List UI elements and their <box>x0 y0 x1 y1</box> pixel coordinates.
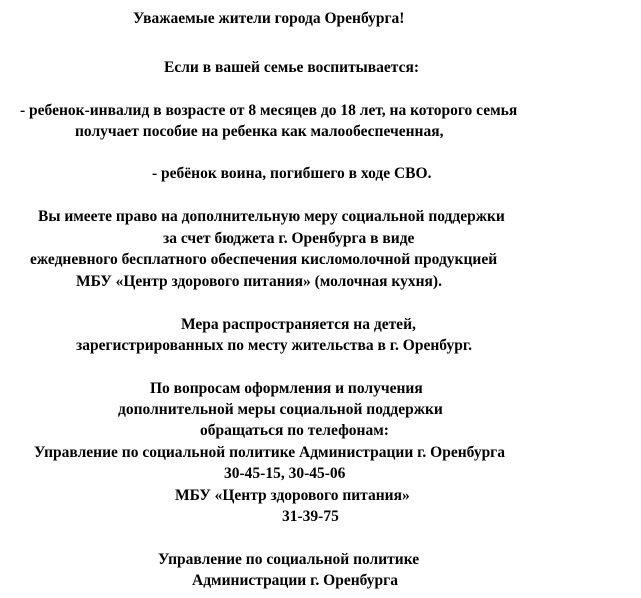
scope-text-line-2: зарегистрированных по месту жительства в г. Оренбург. <box>76 337 472 354</box>
item-disabled-child-line-2: получает пособие на ребенка как малообеспеченная, <box>75 123 444 140</box>
center-phone: 31-39-75 <box>282 508 339 525</box>
right-text-line-2: за счет бюджета г. Оренбурга в виде <box>163 230 415 247</box>
greeting-heading: Уважаемые жители города Оренбурга! <box>133 10 405 27</box>
contact-text-line-2: дополнительной меры социальной поддержки <box>118 401 443 418</box>
dept-phones: 30-45-15, 30-45-06 <box>224 465 346 482</box>
right-text-line-1: Вы имеете право на дополнительную меру социальной поддержки <box>38 208 505 225</box>
item-disabled-child-line-1: - ребенок-инвалид в возрасте от 8 месяцев до 18 лет, на которого семья <box>20 102 518 119</box>
right-text-line-4: МБУ «Центр здорового питания» (молочная кухня). <box>76 273 442 290</box>
contact-text-line-1: По вопросам оформления и получения <box>150 380 423 397</box>
item-svo-child: - ребёнок воина, погибшего в ходе СВО. <box>152 165 432 182</box>
right-text-line-3: ежедневного бесплатного обеспечения кисломолочной продукцией <box>30 251 498 268</box>
center-name: МБУ «Центр здорового питания» <box>175 487 410 504</box>
scope-text-line-1: Мера распространяется на детей, <box>181 316 416 333</box>
dept-name: Управление по социальной политике Администрации г. Оренбурга <box>34 444 505 461</box>
contact-text-line-3: обращаться по телефонам: <box>200 422 389 439</box>
intro-text: Если в вашей семье воспитывается: <box>164 59 420 76</box>
signature-line-1: Управление по социальной политике <box>158 551 420 568</box>
signature-line-2: Администрации г. Оренбурга <box>192 572 398 589</box>
